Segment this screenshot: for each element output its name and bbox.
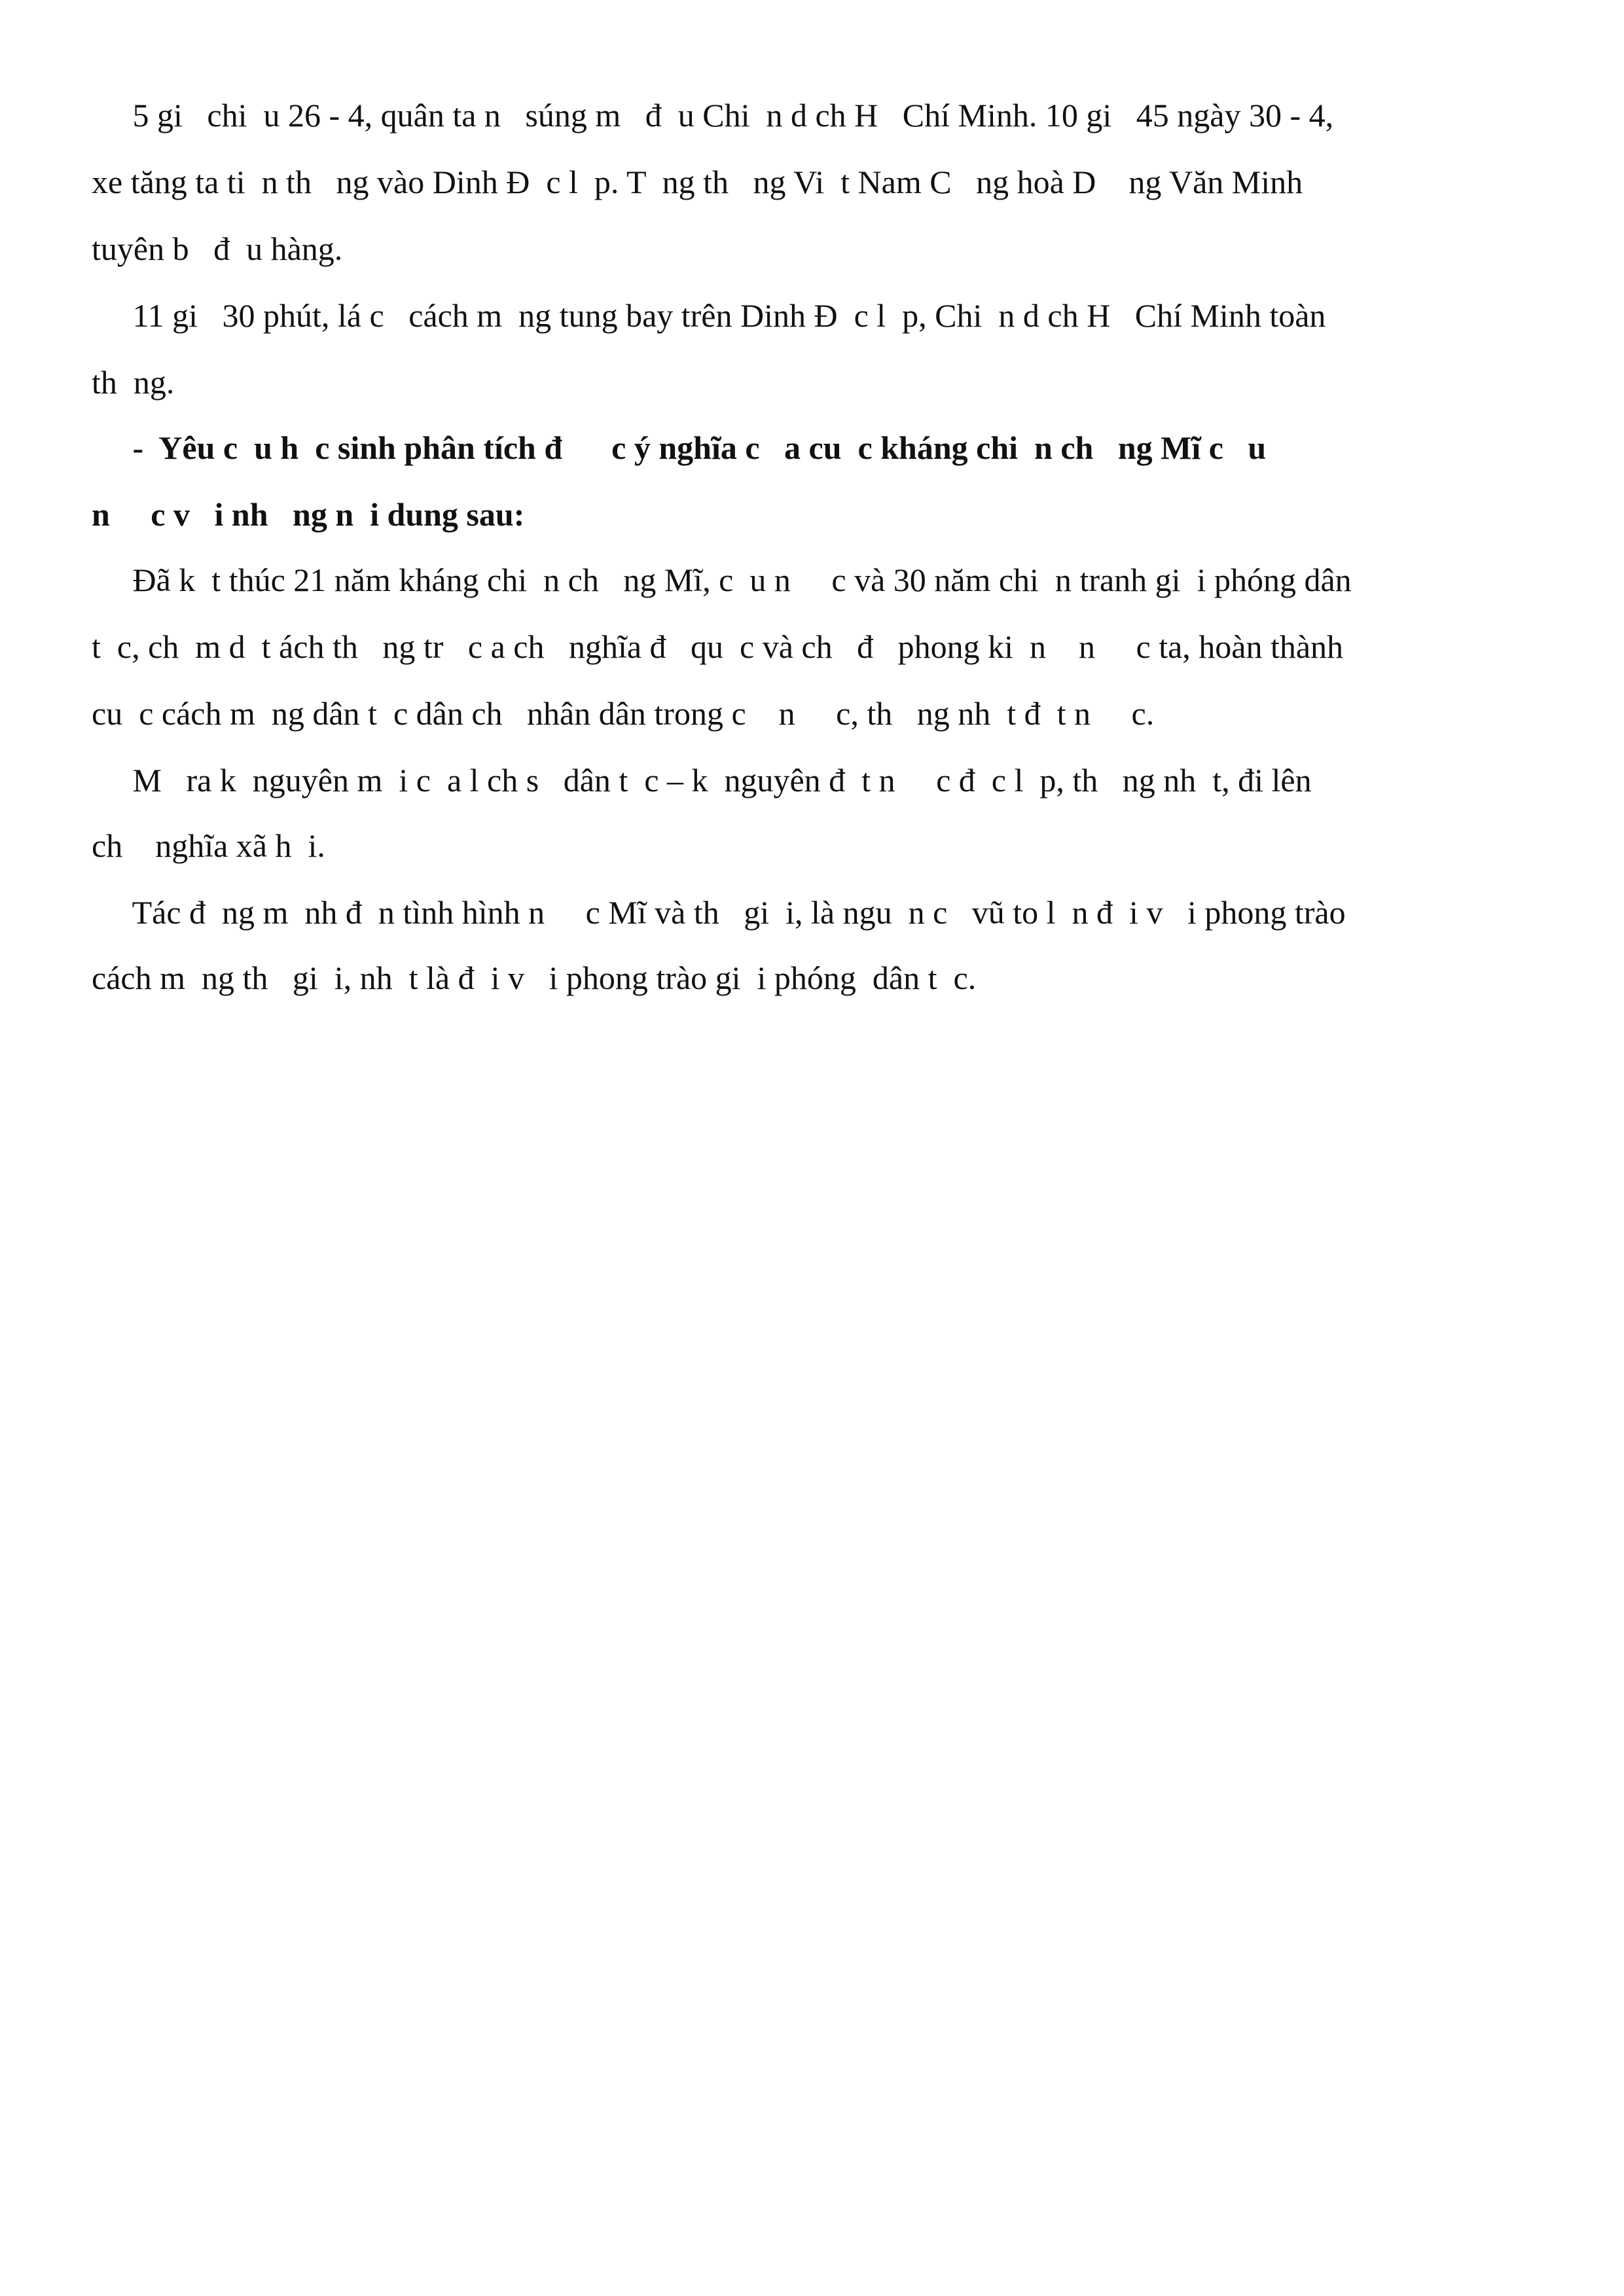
task-heading-line-1: - Yêu c u h c sinh phân tích đ c ý nghĩa c a cu c kháng chi n ch ng Mĩ c u bbox=[92, 429, 1267, 466]
paragraph-line-12: ch nghĩa xã h i. bbox=[92, 827, 325, 864]
paragraph-line-5: th ng. bbox=[92, 364, 175, 401]
paragraph-line-13: Tác đ ng m nh đ n tình hình n c Mĩ và th gi i, là ngu n c vũ to l n đ i v i phong trào bbox=[92, 894, 1346, 931]
paragraph-line-4: 11 gi 30 phút, lá c cách m ng tung bay trên Dinh Đ c l p, Chi n d ch H Chí Minh toàn bbox=[92, 297, 1326, 334]
paragraph-line-11: M ra k nguyên m i c a l ch s dân t c – k nguyên đ t n c đ c l p, th ng nh t, đi lên bbox=[92, 762, 1312, 798]
paragraph-line-3: tuyên b đ u hàng. bbox=[92, 230, 343, 267]
task-heading-line-2: n c v i nh ng n i dung sau: bbox=[92, 496, 525, 533]
paragraph-line-2: xe tăng ta ti n th ng vào Dinh Đ c l p. T ng th ng Vi t Nam C ng hoà D ng Văn Minh bbox=[92, 164, 1303, 200]
paragraph-line-10: cu c cách m ng dân t c dân ch nhân dân trong c n c, th ng nh t đ t n c. bbox=[92, 695, 1155, 732]
paragraph-line-1: 5 gi chi u 26 - 4, quân ta n súng m đ u Chi n d ch H Chí Minh. 10 gi 45 ngày 30 - 4, bbox=[92, 97, 1334, 134]
paragraph-line-14: cách m ng th gi i, nh t là đ i v i phong trào gi i phóng dân t c. bbox=[92, 960, 977, 996]
paragraph-line-9: t c, ch m d t ách th ng tr c a ch nghĩa đ qu c và ch đ phong ki n n c ta, hoàn thành bbox=[92, 628, 1344, 665]
paragraph-line-8: Đã k t thúc 21 năm kháng chi n ch ng Mĩ, c u n c và 30 năm chi n tranh gi i phóng dân bbox=[92, 562, 1352, 598]
